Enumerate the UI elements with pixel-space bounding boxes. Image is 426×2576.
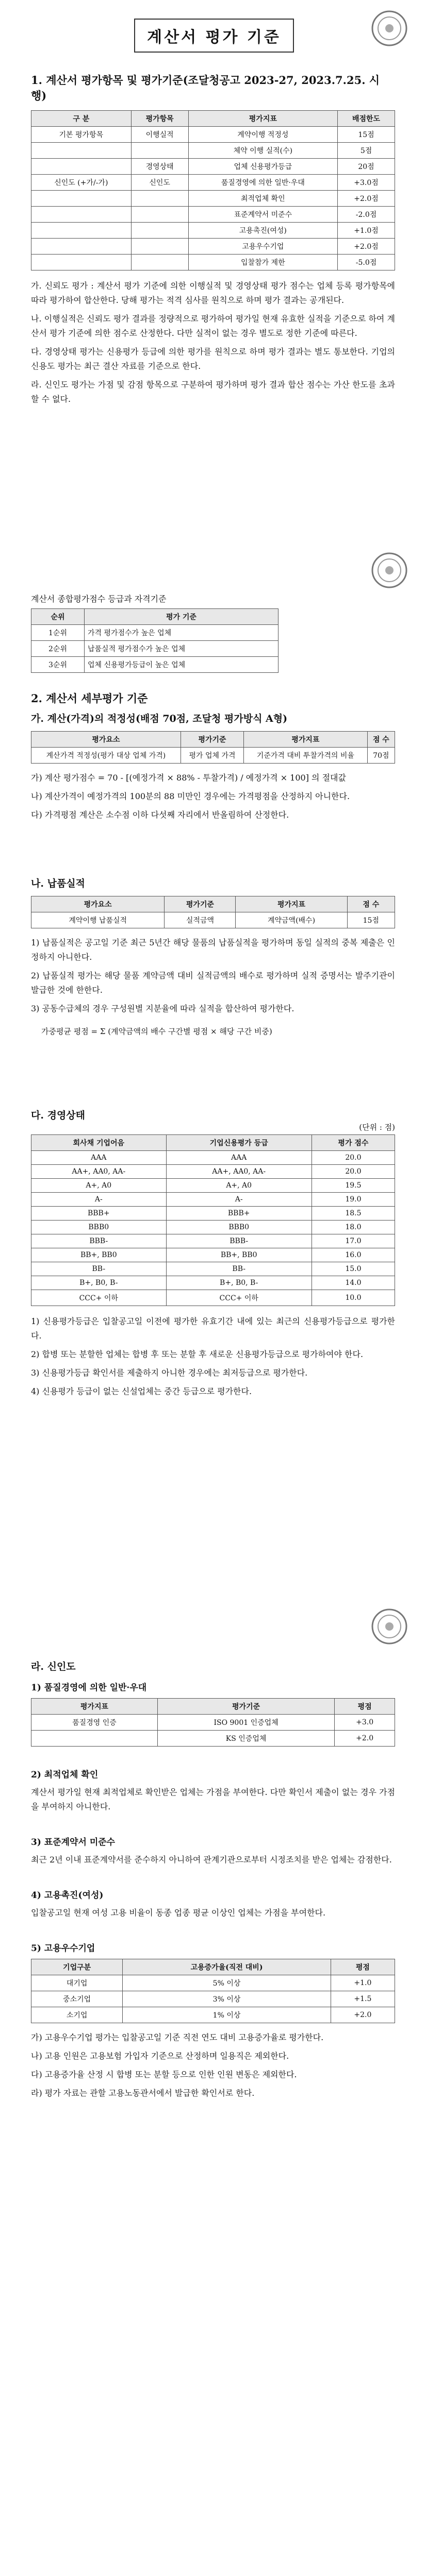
table-cell <box>131 207 188 223</box>
table-cell: A- <box>31 1193 167 1207</box>
paragraph: 계산서 평가일 현재 최적업체로 확인받은 업체는 가점을 부여한다. 다만 확인서 제출이 없는 경우 가점을 부여하지 아니한다. <box>31 1787 395 1811</box>
table-row <box>31 657 278 673</box>
table-cell: B+, B0, B- <box>166 1276 312 1290</box>
table-cell: 70점 <box>367 748 395 764</box>
table-cell: 경영상태 <box>131 159 188 175</box>
table-cell: 최적업체 확인 <box>188 191 337 207</box>
price-criteria-table <box>31 731 395 764</box>
table-header: 평가 점수 <box>312 1135 395 1151</box>
table-row <box>31 207 395 223</box>
table-cell: AAA <box>166 1151 312 1165</box>
table-cell: 17.0 <box>312 1234 395 1248</box>
table-cell: +1.5 <box>331 1991 395 2007</box>
table-cell: 20.0 <box>312 1151 395 1165</box>
table-cell: BBB+ <box>31 1207 167 1221</box>
table-row <box>31 1207 395 1221</box>
table-cell <box>131 143 188 159</box>
table-cell: A- <box>166 1193 312 1207</box>
paragraph: 라. 신인도 평가는 가점 및 감점 항목으로 구분하여 평가하며 평가 결과 합산 점수는 가산 한도를 초과할 수 없다. <box>31 380 395 404</box>
table-cell: 16.0 <box>312 1248 395 1262</box>
table-cell: +2.0 <box>335 1731 395 1747</box>
table-cell: 신인도 (+가/-가) <box>31 175 132 191</box>
table-cell <box>131 239 188 255</box>
table-cell: 3순위 <box>31 657 85 673</box>
table-cell: 입찰참가 제한 <box>188 255 337 270</box>
table-cell: 중소기업 <box>31 1991 123 2007</box>
paragraph: 라) 평가 자료는 관할 고용노동관서에서 발급한 확인서로 한다. <box>31 2088 255 2098</box>
table-cell <box>31 223 132 239</box>
table-cell: 계약이행 납품실적 <box>31 912 165 928</box>
credibility-section <box>31 1659 395 2105</box>
table-cell: 기준가격 대비 투찰가격의 비율 <box>244 748 368 764</box>
paragraph: 입찰공고일 현재 여성 고용 비율이 동종 업종 평균 이상인 업체는 가점을 부여한다. <box>31 1908 326 1918</box>
table-cell: AAA <box>31 1151 167 1165</box>
ranking-section <box>31 592 395 673</box>
table-cell: 계약금액(배수) <box>236 912 347 928</box>
table-row <box>31 1262 395 1276</box>
table-cell: 3% 이상 <box>123 1991 331 2007</box>
delivery-table <box>31 896 395 928</box>
table-cell: B+, B0, B- <box>31 1276 167 1290</box>
table-cell: BBB- <box>166 1234 312 1248</box>
section-1-notes <box>31 279 395 406</box>
table-header: 회사채 기업어음 <box>31 1135 167 1151</box>
table-row <box>31 1234 395 1248</box>
table-row <box>31 223 395 239</box>
table-header: 평가지표 <box>188 111 337 127</box>
table-header: 평가요소 <box>31 732 181 748</box>
table-cell: 고용우수기업 <box>188 239 337 255</box>
table-cell: -2.0점 <box>338 207 395 223</box>
table-cell: A+, A0 <box>166 1179 312 1193</box>
table-cell: +2.0점 <box>338 239 395 255</box>
ranking-caption: 계산서 종합평가점수 등급과 자격기준 <box>31 594 167 604</box>
table-cell: 20점 <box>338 159 395 175</box>
table-header: 점 수 <box>347 896 395 912</box>
table-cell: 14.0 <box>312 1276 395 1290</box>
table-cell: 계약이행 적정성 <box>188 127 337 143</box>
table-cell: BB+, BB0 <box>31 1248 167 1262</box>
table-cell: +2.0점 <box>338 191 395 207</box>
table-header: 평가지표 <box>244 732 368 748</box>
table-cell <box>31 1731 158 1747</box>
table-cell: 19.5 <box>312 1179 395 1193</box>
table-row <box>31 239 395 255</box>
table-cell <box>31 239 132 255</box>
table-header: 평가기준 <box>181 732 243 748</box>
table-cell: 19.0 <box>312 1193 395 1207</box>
table-cell: +1.0점 <box>338 223 395 239</box>
table-row <box>31 912 395 928</box>
table-header: 평가기준 <box>157 1699 334 1715</box>
section-2-notes <box>31 771 395 822</box>
table-cell: 5점 <box>338 143 395 159</box>
table-cell: 품질경영 인증 <box>31 1715 158 1731</box>
table-header: 구 분 <box>31 111 132 127</box>
subheading: 5) 고용우수기업 <box>31 1943 95 1954</box>
management-status-section <box>31 1108 395 1403</box>
table-cell: KS 인증업체 <box>157 1731 334 1747</box>
paragraph: 4) 신용평가 등급이 없는 신설업체는 중간 등급으로 평가한다. <box>31 1386 252 1396</box>
formula-label: 가중평균 평점 = Σ <box>41 1027 106 1036</box>
table-cell: 소기업 <box>31 2007 123 2023</box>
subheading: 4) 고용촉진(여성) <box>31 1890 104 1901</box>
table-row <box>31 191 395 207</box>
table-cell: BB- <box>31 1262 167 1276</box>
table-cell: 대기업 <box>31 1975 123 1991</box>
paragraph: 나) 계산가격이 예정가격의 100분의 88 미만인 경우에는 가격평점을 산정하지 아니한다. <box>31 791 350 801</box>
table-cell: BB- <box>166 1262 312 1276</box>
table-cell: 1순위 <box>31 625 85 641</box>
table-cell: BBB0 <box>31 1221 167 1234</box>
section-1-heading: 1. 계산서 평가항목 및 평가기준(조달청공고 2023-27, 2023.7.25. 시행) <box>31 74 380 102</box>
section-2-subheading: 가. 계산(가격)의 적정성(배점 70점, 조달청 평가방식 A형) <box>31 713 288 724</box>
employment-notes <box>31 2030 395 2100</box>
table-cell: 기본 평가항목 <box>31 127 132 143</box>
table-header: 순위 <box>31 609 85 625</box>
table-header: 기업구분 <box>31 1959 123 1975</box>
table-cell: +2.0 <box>331 2007 395 2023</box>
paragraph: 나) 고용 인원은 고용보험 가입자 기준으로 산정하며 일용직은 제외한다. <box>31 2051 289 2061</box>
table-cell: +1.0 <box>331 1975 395 1991</box>
delivery-notes <box>31 936 395 1016</box>
ranking-table <box>31 608 278 673</box>
table-row <box>31 2007 395 2023</box>
table-row <box>31 127 395 143</box>
paragraph: 가. 신뢰도 평가 : 계산서 평가 기준에 의한 이행실적 및 경영상태 평가 점수는 업체 등록 평가항목에 따라 평가하여 합산한다. 당해 평가는 적격 심사를 원칙으로 하며 평가 결과는 공개된다. <box>31 281 395 305</box>
table-cell: -5.0점 <box>338 255 395 270</box>
table-cell: 20.0 <box>312 1165 395 1179</box>
paragraph: 다) 가격평점 계산은 소수점 이하 다섯째 자리에서 반올림하여 산정한다. <box>31 810 289 820</box>
table-cell: 5% 이상 <box>123 1975 331 1991</box>
table-cell: 업체 신용평가등급이 높은 업체 <box>85 657 278 673</box>
employment-table <box>31 1959 395 2023</box>
table-cell: 18.0 <box>312 1221 395 1234</box>
table-cell <box>131 223 188 239</box>
subheading: 2) 최적업체 확인 <box>31 1770 99 1780</box>
table-cell: 1% 이상 <box>123 2007 331 2023</box>
table-cell: 실적금액 <box>165 912 236 928</box>
table-cell <box>131 255 188 270</box>
paragraph: 3) 공동수급체의 경우 구성원별 지분율에 따라 실적을 합산하여 평가한다. <box>31 1004 294 1013</box>
paragraph: 가) 계산 평가점수 = 70 - [(예정가격 × 88% - 투찰가격) / 예정가격 × 100] 의 절대값 <box>31 773 346 783</box>
quality-table <box>31 1698 395 1747</box>
table-row <box>31 1975 395 1991</box>
paragraph: 2) 합병 또는 분할한 업체는 합병 후 또는 분할 후 새로운 신용평가등급으로 평가하여야 한다. <box>31 1349 364 1359</box>
table-row <box>31 159 395 175</box>
page-title: 계산서 평가 기준 <box>134 19 294 53</box>
table-cell: 고용촉진(여성) <box>188 223 337 239</box>
table-header: 평가요소 <box>31 896 165 912</box>
table-header: 평가항목 <box>131 111 188 127</box>
table-cell: 업체 신용평가등급 <box>188 159 337 175</box>
table-header: 배점한도 <box>338 111 395 127</box>
seal-logo-icon <box>370 1607 408 1646</box>
table-cell: BBB0 <box>166 1221 312 1234</box>
table-cell: BBB+ <box>166 1207 312 1221</box>
paragraph: 1) 납품실적은 공고일 기준 최근 5년간 해당 물품의 납품실적을 평가하며 동일 실적의 중복 제출은 인정하지 아니한다. <box>31 938 395 962</box>
table-header: 기업신용평가 등급 <box>166 1135 312 1151</box>
seal-logo-icon <box>370 9 408 47</box>
table-cell: 표준계약서 미준수 <box>188 207 337 223</box>
table-cell: +3.0점 <box>338 175 395 191</box>
table-row <box>31 1715 395 1731</box>
table-cell <box>31 159 132 175</box>
table-cell: 신인도 <box>131 175 188 191</box>
table-cell: 가격 평가점수가 높은 업체 <box>85 625 278 641</box>
paragraph: 나. 이행실적은 신뢰도 평가 결과를 정량적으로 평가하여 평가일 현재 유효한 실적을 기준으로 하여 계산서 평가 기준에 의한 점수로 산정한다. 다만 실적이 없는 경우 별도로 정한 기준에 따른다. <box>31 314 395 338</box>
management-notes <box>31 1314 395 1399</box>
table-cell <box>31 143 132 159</box>
subheading: 3) 표준계약서 미준수 <box>31 1837 116 1848</box>
credit-rating-table <box>31 1134 395 1306</box>
table-cell: 10.0 <box>312 1290 395 1306</box>
table-cell: 이행실적 <box>131 127 188 143</box>
delivery-heading: 나. 납품실적 <box>31 878 85 889</box>
management-heading: 다. 경영상태 <box>31 1110 85 1121</box>
table-cell: A+, A0 <box>31 1179 167 1193</box>
unit-label: (단위 : 점) <box>359 1123 395 1132</box>
table-cell: 18.5 <box>312 1207 395 1221</box>
table-row <box>31 1151 395 1165</box>
table-row <box>31 1221 395 1234</box>
table-cell <box>31 207 132 223</box>
table-row <box>31 255 395 270</box>
table-cell: 2순위 <box>31 641 85 657</box>
table-cell: CCC+ 이하 <box>166 1290 312 1306</box>
table-cell: AA+, AA0, AA- <box>31 1165 167 1179</box>
table-row <box>31 1248 395 1262</box>
table-row <box>31 1165 395 1179</box>
table-cell: 15.0 <box>312 1262 395 1276</box>
table-row <box>31 1276 395 1290</box>
subheading: 1) 품질경영에 의한 일반·우대 <box>31 1683 147 1693</box>
table-header: 평점 <box>331 1959 395 1975</box>
paragraph: 가) 고용우수기업 평가는 입찰공고일 기준 직전 연도 대비 고용증가율로 평가한다. <box>31 2032 324 2042</box>
table-row <box>31 625 278 641</box>
table-cell: ISO 9001 인증업체 <box>157 1715 334 1731</box>
table-row <box>31 1991 395 2007</box>
formula-text: (계약금액의 배수 구간별 평점 × 해당 구간 비중) <box>108 1027 272 1036</box>
table-cell: 납품실적 평가점수가 높은 업체 <box>85 641 278 657</box>
table-header: 평가 기준 <box>85 609 278 625</box>
table-row <box>31 641 278 657</box>
paragraph: 3) 신용평가등급 확인서를 제출하지 아니한 경우에는 최저등급으로 평가한다. <box>31 1368 308 1378</box>
table-cell <box>31 191 132 207</box>
credibility-heading: 라. 신인도 <box>31 1661 76 1672</box>
table-header: 평가지표 <box>236 896 347 912</box>
table-cell: AA+, AA0, AA- <box>166 1165 312 1179</box>
delivery-record-section <box>31 876 395 1043</box>
table-cell <box>131 191 188 207</box>
section-2-heading: 2. 계산서 세부평가 기준 <box>31 692 148 705</box>
paragraph: 2) 납품실적 평가는 해당 물품 계약금액 대비 실적금액의 배수로 평가하며 실적 증명서는 발주기관이 발급한 것에 한한다. <box>31 971 395 995</box>
section-2 <box>31 690 395 826</box>
paragraph: 다. 경영상태 평가는 신용평가 등급에 의한 평가를 원칙으로 하며 평가 결과는 별도 통보한다. 기업의 신용도 평가는 최근 결산 자료를 기준으로 한다. <box>31 347 395 371</box>
table-cell: 평가 업체 가격 <box>181 748 243 764</box>
table-cell: BB+, BB0 <box>166 1248 312 1262</box>
table-header: 고용증가율(직전 대비) <box>123 1959 331 1975</box>
table-cell: 15점 <box>338 127 395 143</box>
table-cell: +3.0 <box>335 1715 395 1731</box>
table-row <box>31 143 395 159</box>
table-cell: 계산가격 적정성(평가 대상 업체 가격) <box>31 748 181 764</box>
evaluation-criteria-table <box>31 110 395 270</box>
table-cell: 체약 이행 실적(수) <box>188 143 337 159</box>
seal-logo-icon <box>370 551 408 589</box>
table-cell: BBB- <box>31 1234 167 1248</box>
section-1 <box>31 72 395 411</box>
paragraph: 다) 고용증가율 산정 시 합병 또는 분할 등으로 인한 인원 변동은 제외한다. <box>31 2070 297 2079</box>
table-row <box>31 175 395 191</box>
table-header: 평점 <box>335 1699 395 1715</box>
table-cell: 15점 <box>347 912 395 928</box>
table-cell: CCC+ 이하 <box>31 1290 167 1306</box>
table-row <box>31 1290 395 1306</box>
table-header: 평가지표 <box>31 1699 158 1715</box>
paragraph: 최근 2년 이내 표준계약서를 준수하지 아니하여 관계기관으로부터 시정조치를 받은 업체는 감점한다. <box>31 1855 392 1865</box>
table-row <box>31 1731 395 1747</box>
table-row <box>31 1179 395 1193</box>
table-cell: 품질경영에 의한 일반·우대 <box>188 175 337 191</box>
table-row <box>31 748 395 764</box>
table-header: 평가기준 <box>165 896 236 912</box>
table-cell <box>31 255 132 270</box>
table-header: 점 수 <box>367 732 395 748</box>
table-row <box>31 1193 395 1207</box>
weighted-formula <box>31 1020 395 1043</box>
paragraph: 1) 신용평가등급은 입찰공고일 이전에 평가한 유효기간 내에 있는 최근의 신용평가등급으로 평가한다. <box>31 1316 395 1341</box>
